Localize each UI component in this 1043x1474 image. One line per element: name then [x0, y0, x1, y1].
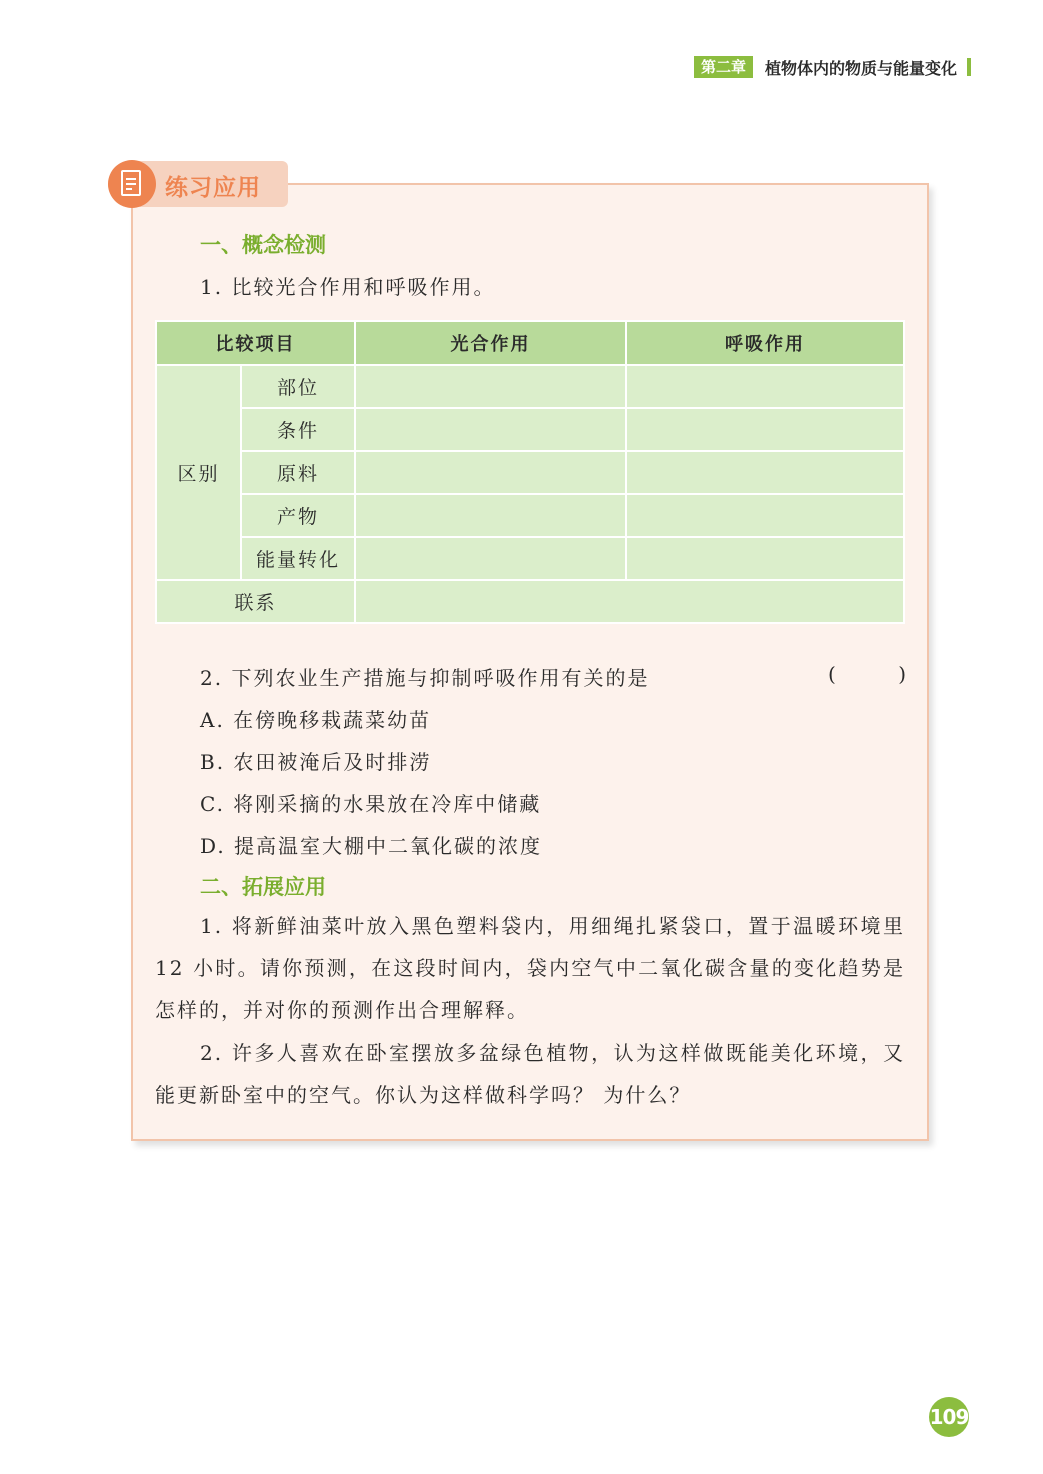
table-cell-empty — [355, 451, 626, 494]
running-header — [694, 56, 971, 78]
section-heading-extended-application: 二、拓展应用 — [200, 875, 326, 899]
table-row — [156, 408, 904, 451]
exercise-icon — [108, 160, 156, 208]
option-c: C. 将刚采摘的水果放在冷库中储藏 — [200, 792, 542, 816]
table-cell-empty — [626, 408, 904, 451]
table-relation-label: 联系 — [156, 580, 355, 623]
table-header-item: 比较项目 — [156, 321, 355, 365]
question-2: 2. 下列农业生产措施与抑制呼吸作用有关的是 — [200, 666, 650, 690]
table-cell-empty — [626, 494, 904, 537]
answer-bracket-open: ( — [828, 662, 836, 686]
table-row — [156, 451, 904, 494]
table-header-respiration: 呼吸作用 — [626, 321, 904, 365]
option-d: D. 提高温室大棚中二氧化碳的浓度 — [200, 834, 543, 858]
table-row — [156, 537, 904, 580]
table-row — [156, 580, 904, 623]
section-heading-concept-check: 一、概念检测 — [200, 233, 326, 257]
option-b: B. 农田被淹后及时排涝 — [200, 750, 432, 774]
table-row-label: 原料 — [241, 451, 355, 494]
answer-bracket-close: ) — [898, 662, 906, 686]
table-row-label: 条件 — [241, 408, 355, 451]
option-a: A. 在傍晚移栽蔬菜幼苗 — [200, 708, 432, 732]
table-row — [156, 365, 904, 408]
table-row-label: 能量转化 — [241, 537, 355, 580]
exercise-box-title: 练习应用 — [165, 175, 261, 201]
answer-bracket — [828, 662, 906, 686]
table-cell-empty — [355, 408, 626, 451]
extension-question-1: 1. 将新鲜油菜叶放入黑色塑料袋内，用细绳扎紧袋口，置于温暖环境里 12 小时。请你预测，在这段时间内，袋内空气中二氧化碳含量的变化趋势是怎样的，并对你的预测作出合理解释。 — [155, 914, 905, 1022]
table-row-label: 部位 — [241, 365, 355, 408]
table-cell-empty — [626, 365, 904, 408]
header-accent-bar — [967, 58, 971, 76]
table-row-label: 产物 — [241, 494, 355, 537]
table-cell-empty — [355, 537, 626, 580]
table-row — [156, 494, 904, 537]
table-cell-empty — [626, 451, 904, 494]
table-cell-empty — [626, 537, 904, 580]
chapter-tag: 第二章 — [694, 56, 753, 78]
table-header-row — [156, 321, 904, 365]
question-1: 1. 比较光合作用和呼吸作用。 — [200, 275, 496, 299]
table-cell-empty — [355, 365, 626, 408]
table-cell-empty — [355, 494, 626, 537]
table-header-photosynthesis: 光合作用 — [355, 321, 626, 365]
chapter-title: 植物体内的物质与能量变化 — [764, 58, 957, 78]
page-number: 109 — [929, 1397, 969, 1437]
comparison-table — [155, 320, 905, 624]
table-cell-empty — [355, 580, 904, 623]
table-group-label: 区别 — [156, 365, 241, 580]
extension-question-2: 2. 许多人喜欢在卧室摆放多盆绿色植物，认为这样做既能美化环境，又能更新卧室中的空气。你认为这样做科学吗？ 为什么？ — [155, 1041, 905, 1107]
